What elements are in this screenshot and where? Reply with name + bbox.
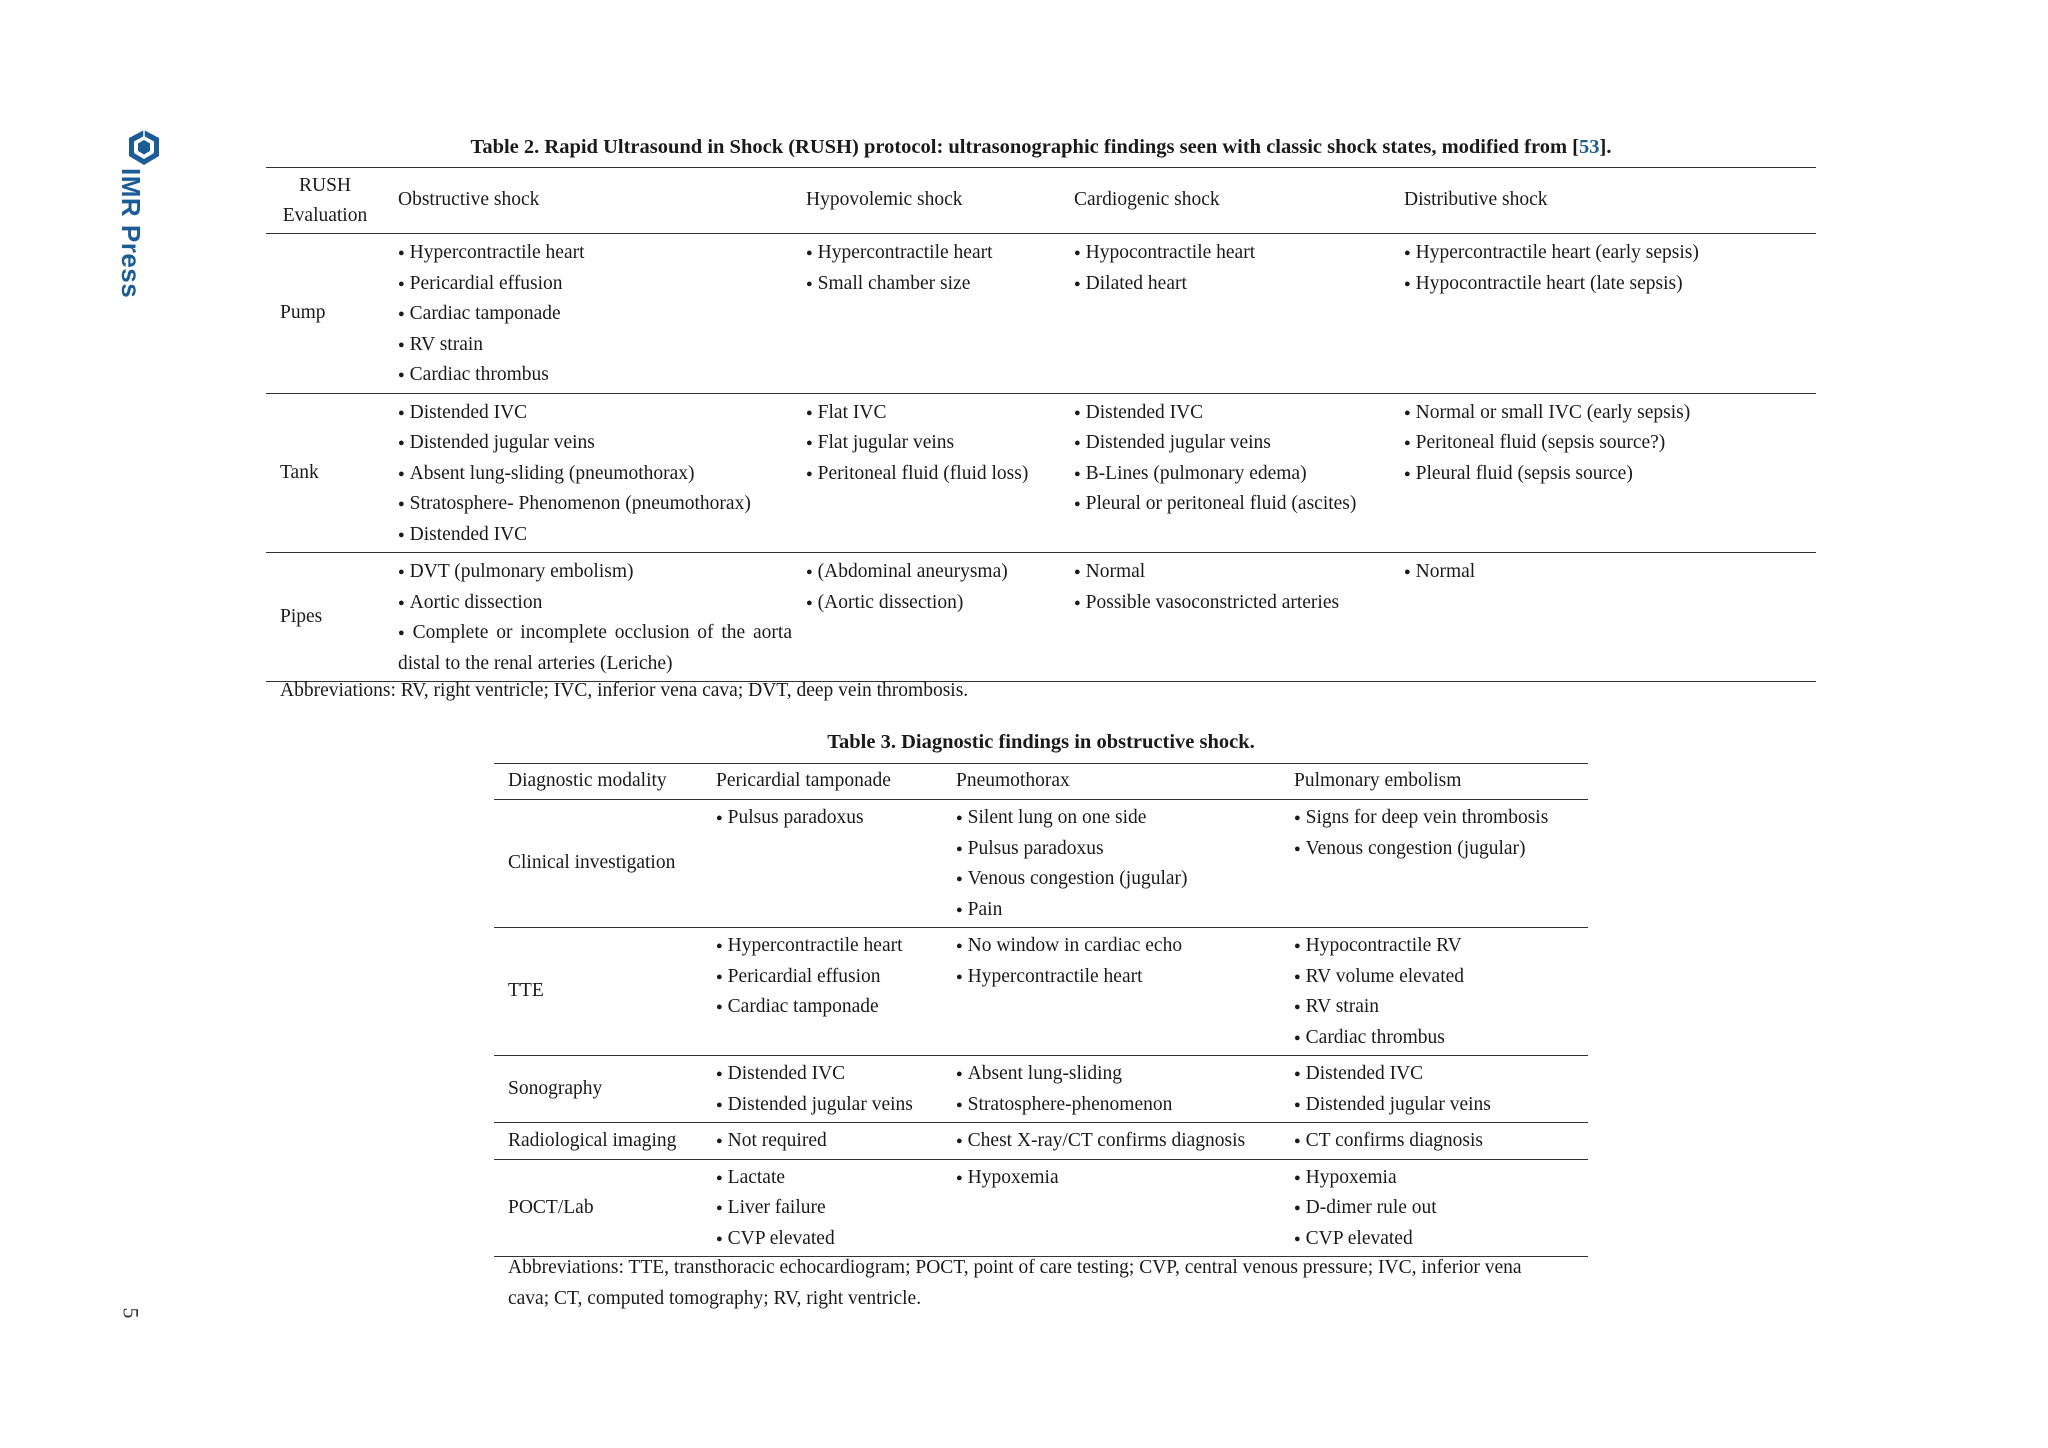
list-item: ● Not required — [716, 1126, 942, 1157]
bullet-list — [1294, 1059, 1588, 1120]
table-row — [494, 928, 1588, 1056]
cell-embolism — [1280, 1056, 1588, 1123]
list-item: ● RV volume elevated — [1294, 962, 1588, 993]
table3-caption: Table 3. Diagnostic findings in obstructive shock. — [827, 731, 1255, 753]
table-row — [266, 234, 1816, 394]
list-item: ● RV strain — [1294, 992, 1588, 1023]
cell-cardiogenic — [1060, 234, 1390, 394]
list-item: ● Distended IVC — [1074, 398, 1390, 429]
list-item: ● Hypoxemia — [1294, 1163, 1588, 1194]
list-item: ● Stratosphere- Phenomenon (pneumothorax) — [398, 489, 792, 520]
table3-abbreviations: Abbreviations: TTE, transthoracic echocardiogram; POCT, point of care testing; CVP, central venous pressure; IVC, inferior vena cava; CT, computed tomography; RV, right ventricle. — [508, 1257, 1522, 1309]
list-item: ● B-Lines (pulmonary edema) — [1074, 459, 1390, 490]
bullet-list — [956, 803, 1280, 925]
list-item: ● DVT (pulmonary embolism) — [398, 557, 792, 588]
list-item: ● Distended jugular veins — [1074, 428, 1390, 459]
cell-pneumothorax — [942, 928, 1280, 1056]
list-item: ● Flat jugular veins — [806, 428, 1060, 459]
list-item: ● Normal — [1074, 557, 1390, 588]
cell-pneumothorax — [942, 1123, 1280, 1160]
list-item: ● Silent lung on one side — [956, 803, 1280, 834]
obstructive-shock-diagnostics-table — [494, 763, 1588, 1257]
cell-hypovolemic — [792, 553, 1060, 682]
list-item: ● Peritoneal fluid (sepsis source?) — [1404, 428, 1816, 459]
publisher-name: IMR Press — [116, 168, 146, 299]
row-label: Tank — [280, 461, 319, 483]
bullet-list — [806, 398, 1060, 490]
table2-caption-suffix: ]. — [1599, 136, 1612, 158]
table2-caption-text: Table 2. Rapid Ultrasound in Shock (RUSH) protocol: ultrasonographic findings seen with classic shock states, modified from [ — [470, 136, 1579, 158]
cell-cardiogenic — [1060, 553, 1390, 682]
list-item: ● Flat IVC — [806, 398, 1060, 429]
bullet-list — [1404, 557, 1816, 588]
header-hypovolemic-shock: Hypovolemic shock — [806, 189, 963, 211]
header-distributive-shock: Distributive shock — [1404, 189, 1548, 211]
bullet-list — [1074, 557, 1390, 618]
cell-embolism — [1280, 1159, 1588, 1257]
row-label: TTE — [508, 980, 544, 1002]
header-diagnostic-modality: Diagnostic modality — [508, 770, 667, 792]
list-item: ● Hypocontractile heart (late sepsis) — [1404, 269, 1816, 300]
list-item: ● Absent lung-sliding — [956, 1059, 1280, 1090]
list-item: ● Distended jugular veins — [716, 1090, 942, 1121]
table-row — [494, 1123, 1588, 1160]
page-number: 5 — [118, 1307, 144, 1319]
list-item: ● RV strain — [398, 330, 792, 361]
list-item: ● Cardiac tamponade — [716, 992, 942, 1023]
cell-pneumothorax — [942, 1056, 1280, 1123]
cell-embolism — [1280, 928, 1588, 1056]
bullet-list — [398, 398, 792, 551]
bullet-list — [956, 1059, 1280, 1120]
list-item: ● CVP elevated — [716, 1224, 942, 1255]
table2-abbreviations: Abbreviations: RV, right ventricle; IVC, inferior vena cava; DVT, deep vein thrombosis. — [280, 680, 969, 701]
list-item: ● Pericardial effusion — [398, 269, 792, 300]
list-item: ● Distended IVC — [716, 1059, 942, 1090]
list-item: ● Hypercontractile heart — [716, 931, 942, 962]
list-item: ● Normal or small IVC (early sepsis) — [1404, 398, 1816, 429]
row-label: Pipes — [280, 605, 323, 627]
bullet-list — [398, 238, 792, 391]
cell-hypovolemic — [792, 393, 1060, 553]
cell-tamponade — [702, 1056, 942, 1123]
table-row — [266, 393, 1816, 553]
table-row — [494, 1159, 1588, 1257]
bullet-list — [1294, 1126, 1588, 1157]
list-item: ● Possible vasoconstricted arteries — [1074, 588, 1390, 619]
bullet-list — [956, 931, 1280, 992]
bullet-list — [1294, 931, 1588, 1053]
cell-pneumothorax — [942, 1159, 1280, 1257]
table-row — [494, 800, 1588, 928]
list-item: ● Peritoneal fluid (fluid loss) — [806, 459, 1060, 490]
bullet-list — [1294, 1163, 1588, 1255]
list-item: ● CVP elevated — [1294, 1224, 1588, 1255]
table-row — [494, 1056, 1588, 1123]
list-item: ● CT confirms diagnosis — [1294, 1126, 1588, 1157]
bullet-list — [806, 557, 1060, 618]
list-item: ● Pain — [956, 895, 1280, 926]
bullet-list — [806, 238, 1060, 299]
list-item: ● Lactate — [716, 1163, 942, 1194]
list-item: ● No window in cardiac echo — [956, 931, 1280, 962]
list-item: ● Distended IVC — [398, 520, 792, 551]
list-item: ● Hypocontractile heart — [1074, 238, 1390, 269]
row-label: POCT/Lab — [508, 1196, 594, 1218]
list-item: ● Normal — [1404, 557, 1816, 588]
imr-press-logo-icon — [126, 128, 162, 168]
list-item: ● Chest X-ray/CT confirms diagnosis — [956, 1126, 1280, 1157]
bullet-list — [1404, 238, 1816, 299]
list-item: ● Pericardial effusion — [716, 962, 942, 993]
bullet-list — [716, 931, 942, 1023]
list-item: ● Distended jugular veins — [1294, 1090, 1588, 1121]
cell-tamponade — [702, 928, 942, 1056]
list-item: ● Venous congestion (jugular) — [956, 864, 1280, 895]
list-item: ● Distended IVC — [398, 398, 792, 429]
list-item: ● (Abdominal aneurysma) — [806, 557, 1060, 588]
cell-distributive — [1390, 553, 1816, 682]
header-pneumothorax: Pneumothorax — [956, 770, 1070, 792]
rush-protocol-table — [266, 167, 1816, 682]
list-item: ● (Aortic dissection) — [806, 588, 1060, 619]
row-label: Radiological imaging — [508, 1129, 677, 1151]
bullet-list — [1294, 803, 1588, 864]
bullet-list — [716, 1126, 942, 1157]
list-item: ● Aortic dissection — [398, 588, 792, 619]
header-obstructive-shock: Obstructive shock — [398, 189, 540, 211]
header-pericardial-tamponade: Pericardial tamponade — [716, 770, 891, 792]
list-item: ● Stratosphere-phenomenon — [956, 1090, 1280, 1121]
bullet-list — [956, 1163, 1280, 1194]
table2-caption-reference-link[interactable]: 53 — [1579, 136, 1600, 158]
bullet-list — [398, 557, 792, 679]
list-item: ● Pulsus paradoxus — [956, 834, 1280, 865]
list-item: ● Complete or incomplete occlusion of the aorta distal to the renal arteries (Leriche) — [398, 618, 792, 679]
table2-caption — [266, 136, 1816, 159]
list-item: ● Venous congestion (jugular) — [1294, 834, 1588, 865]
bullet-list — [716, 1059, 942, 1120]
bullet-list — [716, 803, 942, 834]
list-item: ● Cardiac thrombus — [1294, 1023, 1588, 1054]
list-item: ● Pleural or peritoneal fluid (ascites) — [1074, 489, 1390, 520]
list-item: ● Absent lung-sliding (pneumothorax) — [398, 459, 792, 490]
cell-tamponade — [702, 800, 942, 928]
cell-obstructive — [384, 234, 792, 394]
bullet-list — [1074, 398, 1390, 520]
table-header-row — [494, 764, 1588, 800]
list-item: ● Hypoxemia — [956, 1163, 1280, 1194]
cell-obstructive — [384, 393, 792, 553]
bullet-list — [716, 1163, 942, 1255]
row-label: Sonography — [508, 1077, 603, 1099]
cell-embolism — [1280, 800, 1588, 928]
row-label: Clinical investigation — [508, 852, 676, 874]
list-item: ● Dilated heart — [1074, 269, 1390, 300]
list-item: ● Hypercontractile heart (early sepsis) — [1404, 238, 1816, 269]
list-item: ● Small chamber size — [806, 269, 1060, 300]
list-item: ● Hypercontractile heart — [398, 238, 792, 269]
list-item: ● Cardiac tamponade — [398, 299, 792, 330]
cell-embolism — [1280, 1123, 1588, 1160]
header-cardiogenic-shock: Cardiogenic shock — [1074, 189, 1220, 211]
bullet-list — [1404, 398, 1816, 490]
cell-pneumothorax — [942, 800, 1280, 928]
table-header-row — [266, 168, 1816, 234]
list-item: ● Cardiac thrombus — [398, 360, 792, 391]
list-item: ● Hypercontractile heart — [806, 238, 1060, 269]
cell-obstructive — [384, 553, 792, 682]
cell-distributive — [1390, 393, 1816, 553]
list-item: ● Liver failure — [716, 1193, 942, 1224]
list-item: ● D-dimer rule out — [1294, 1193, 1588, 1224]
list-item: ● Distended jugular veins — [398, 428, 792, 459]
cell-tamponade — [702, 1123, 942, 1160]
list-item: ● Pulsus paradoxus — [716, 803, 942, 834]
bullet-list — [1074, 238, 1390, 299]
cell-hypovolemic — [792, 234, 1060, 394]
cell-distributive — [1390, 234, 1816, 394]
list-item: ● Pleural fluid (sepsis source) — [1404, 459, 1816, 490]
bullet-list — [956, 1126, 1280, 1157]
list-item: ● Hypocontractile RV — [1294, 931, 1588, 962]
list-item: ● Signs for deep vein thrombosis — [1294, 803, 1588, 834]
list-item: ● Hypercontractile heart — [956, 962, 1280, 993]
publisher-logo — [116, 128, 170, 299]
cell-tamponade — [702, 1159, 942, 1257]
table-row — [266, 553, 1816, 682]
list-item: ● Distended IVC — [1294, 1059, 1588, 1090]
cell-cardiogenic — [1060, 393, 1390, 553]
header-pulmonary-embolism: Pulmonary embolism — [1294, 770, 1462, 792]
header-rush-evaluation: RUSH Evaluation — [282, 174, 368, 226]
row-label: Pump — [280, 302, 326, 323]
